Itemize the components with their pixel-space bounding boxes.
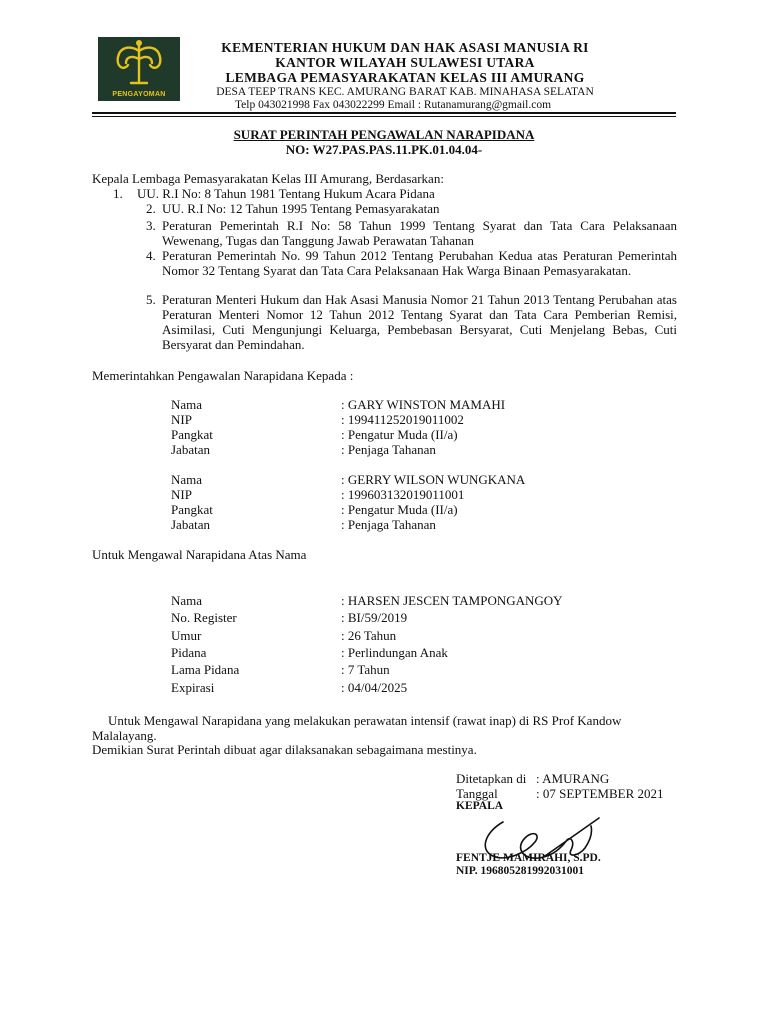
field-label: Nama bbox=[171, 472, 203, 487]
field-label: No. Register bbox=[171, 610, 237, 625]
field-label: Pidana bbox=[171, 645, 207, 660]
field-label: Expirasi bbox=[171, 680, 215, 695]
field-value: : Perlindungan Anak bbox=[341, 645, 448, 660]
field-value: : 199411252019011002 bbox=[341, 412, 464, 427]
list-item: Peraturan Pemerintah No. 99 Tahun 2012 Tentang Perubahan Kedua atas Peraturan Pemerintah Nomor 32 Tentang Syarat dan Tata Cara Pelaksanaan Hak Warga Binaan Pemasyarakatan. bbox=[162, 248, 677, 278]
field-value: : Pengatur Muda (II/a) bbox=[341, 502, 458, 517]
field-label: Jabatan bbox=[171, 517, 210, 532]
header-ministry: KEMENTERIAN HUKUM DAN HAK ASASI MANUSIA RI bbox=[221, 40, 589, 55]
field-label: Umur bbox=[171, 628, 202, 643]
list-number: 5. bbox=[146, 292, 156, 307]
field-value: : 199603132019011001 bbox=[341, 487, 465, 502]
list-item: UU. R.I No: 8 Tahun 1981 Tentang Hukum Acara Pidana bbox=[137, 186, 435, 201]
field-value: : 7 Tahun bbox=[341, 662, 390, 677]
institution-logo bbox=[98, 37, 180, 101]
header-regional-office: KANTOR WILAYAH SULAWESI UTARA bbox=[275, 55, 535, 70]
header-institution: LEMBAGA PEMASYARAKATAN KELAS III AMURANG bbox=[225, 70, 585, 85]
field-value: : GERRY WILSON WUNGKANA bbox=[341, 472, 526, 487]
logo-caption: PENGAYOMAN bbox=[112, 91, 166, 98]
signatory-name: FENTJE MAMIRAHI, S.PD. bbox=[456, 852, 601, 864]
place-value: : AMURANG bbox=[536, 771, 610, 786]
date-label: Tanggal bbox=[456, 786, 498, 801]
field-label: NIP bbox=[171, 412, 192, 427]
document-number: NO: W27.PAS.PAS.11.PK.01.04.04- bbox=[285, 142, 483, 157]
intro-text: Kepala Lembaga Pemasyarakatan Kelas III Amurang, Berdasarkan: bbox=[92, 171, 444, 186]
header-rule-thin bbox=[92, 116, 676, 117]
signatory-position: KEPALA bbox=[456, 800, 504, 812]
list-item: Peraturan Menteri Hukum dan Hak Asasi Manusia Nomor 21 Tahun 2013 Tentang Perubahan atas Peraturan Menteri Nomor 12 Tahun 2012 Tentang Syarat dan Tata Cara Pemberian Remisi, Asimilasi, Cuti Mengunjungi Keluarga, Pembebasan Bersyarat, Cuti Menjelang Bebas, Cuti Bersyarat dan Pemindahan. bbox=[162, 292, 677, 352]
field-value: : Penjaga Tahanan bbox=[341, 442, 436, 457]
field-value: : HARSEN JESCEN TAMPONGANGOY bbox=[341, 593, 563, 608]
field-label: Pangkat bbox=[171, 427, 213, 442]
list-item: UU. R.I No: 12 Tahun 1995 Tentang Pemasyarakatan bbox=[162, 201, 440, 216]
pengayoman-emblem-icon bbox=[98, 37, 180, 89]
header-rule-thick bbox=[92, 112, 676, 114]
date-value: : 07 SEPTEMBER 2021 bbox=[536, 786, 664, 801]
signatory-nip: NIP. 196805281992031001 bbox=[456, 865, 584, 877]
field-label: Nama bbox=[171, 593, 203, 608]
header-address: DESA TEEP TRANS KEC. AMURANG BARAT KAB. MINAHASA SELATAN bbox=[216, 86, 594, 98]
list-item: Peraturan Pemerintah R.I No: 58 Tahun 1999 Tentang Syarat dan Tata Cara Pelaksanaan Wewenang, Tugas dan Tanggung Jawab Perawatan Tahanan bbox=[162, 218, 677, 248]
field-label: Jabatan bbox=[171, 442, 210, 457]
field-value: : GARY WINSTON MAMAHI bbox=[341, 397, 506, 412]
field-label: Pangkat bbox=[171, 502, 213, 517]
escort-line: Untuk Mengawal Narapidana Atas Nama bbox=[92, 547, 307, 562]
closing-paragraph: Demikian Surat Perintah dibuat agar dilaksanakan sebagaimana mestinya. bbox=[92, 742, 477, 757]
list-number: 2. bbox=[146, 201, 156, 216]
document-title: SURAT PERINTAH PENGAWALAN NARAPIDANA bbox=[233, 127, 535, 142]
field-value: : BI/59/2019 bbox=[341, 610, 408, 625]
field-label: Nama bbox=[171, 397, 203, 412]
field-value: : 04/04/2025 bbox=[341, 680, 408, 695]
place-label: Ditetapkan di bbox=[456, 771, 527, 786]
field-label: NIP bbox=[171, 487, 192, 502]
field-value: : 26 Tahun bbox=[341, 628, 397, 643]
order-line: Memerintahkan Pengawalan Narapidana Kepada : bbox=[92, 368, 354, 383]
list-number: 4. bbox=[146, 248, 156, 263]
field-value: : Penjaga Tahanan bbox=[341, 517, 436, 532]
list-number: 3. bbox=[146, 218, 156, 233]
purpose-paragraph: Untuk Mengawal Narapidana yang melakukan perawatan intensif (rawat inap) di RS Prof Kandow Malalayang. bbox=[92, 713, 622, 743]
header-contact: Telp 043021998 Fax 043022299 Email : Rutanamurang@gmail.com bbox=[234, 99, 552, 111]
field-label: Lama Pidana bbox=[171, 662, 240, 677]
list-number: 1. bbox=[113, 186, 123, 201]
field-value: : Pengatur Muda (II/a) bbox=[341, 427, 458, 442]
